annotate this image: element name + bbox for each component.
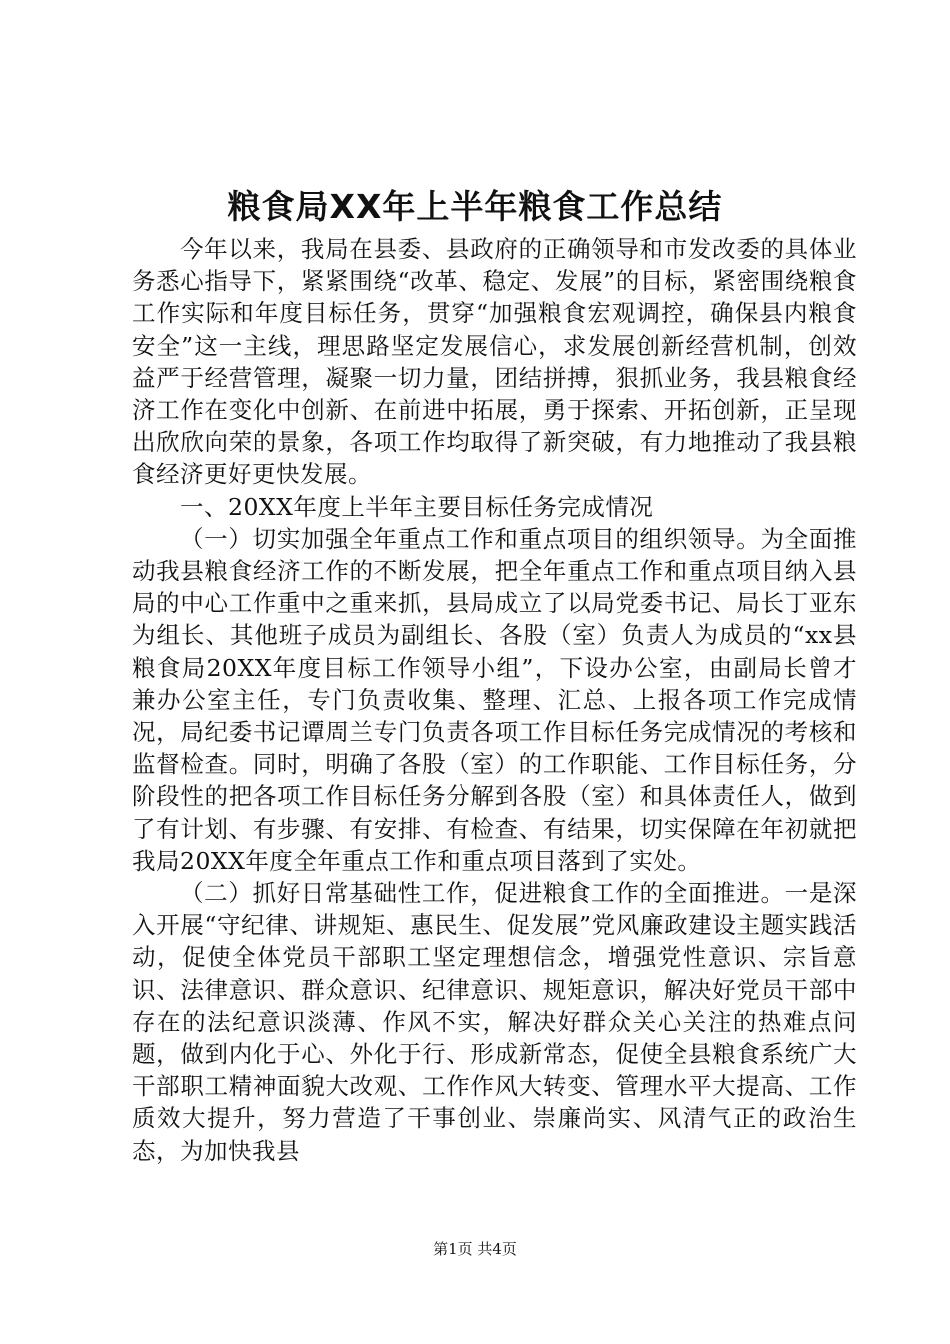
paragraph-item-2: （二）抓好日常基础性工作，促进粮食工作的全面推进。一是深入开展“守纪律、讲规矩、惠民生、促发展”党风廉政建设主题实践活动，促使全体党员干部职工坚定理想信念，增强党性意识、宗旨意识、法律意识、群众意识、纪律意识、规矩意识，解决好党员干部中存在的法纪意识淡薄、作风不实，解决好群众关心关注的热难点问题，做到内化于心、外化于行、形成新常态，促使全县粮食系统广大干部职工精神面貌大改观、工作作风大转变、管理水平大提高、工作质效大提升，努力营造了干事创业、崇廉尚实、风清气正的政治生态，为加快我县 [132, 879, 857, 1165]
paragraph-item-1: （一）切实加强全年重点工作和重点项目的组织领导。为全面推动我县粮食经济工作的不断发展，把全年重点工作和重点项目纳入县局的中心工作重中之重来抓，县局成立了以局党委书记、局长丁亚东为组长、其他班子成员为副组长、各股（室）负责人为成员的“xx县粮食局20XX年度目标工作领导小组”，下设办公室，由副局长曾才兼办公室主任，专门负责收集、整理、汇总、上报各项工作完成情况，局纪委书记谭周兰专门负责各项工作目标任务完成情况的考核和监督检查。同时，明确了各股（室）的工作职能、工作目标任务，分阶段性的把各项工作目标任务分解到各股（室）和具体责任人，做到了有计划、有步骤、有安排、有检查、有结果，切实保障在年初就把我局20XX年度全年重点工作和重点项目落到了实处。 [132, 524, 857, 875]
section-heading-1: 一、20XX年度上半年主要目标任务完成情况 [180, 492, 654, 521]
document-title: 粮食局XX年上半年粮食工作总结 [227, 187, 723, 226]
document-body [132, 233, 857, 1167]
paragraph-intro: 今年以来，我局在县委、县政府的正确领导和市发改委的具体业务悉心指导下，紧紧围绕“改革、稳定、发展”的目标，紧密围绕粮食工作实际和年度目标任务，贯穿“加强粮食宏观调控，确保县内粮食安全”这一主线，理思路坚定发展信心，求发展创新经营机制，创效益严于经营管理，凝聚一切力量，团结拼搏，狠抓业务，我县粮食经济工作在变化中创新、在前进中拓展，勇于探索、开拓创新，正呈现出欣欣向荣的景象，各项工作均取得了新突破，有力地推动了我县粮食经济更好更快发展。 [132, 235, 857, 489]
page-number-footer: 第1页 共4页 [433, 1240, 517, 1258]
